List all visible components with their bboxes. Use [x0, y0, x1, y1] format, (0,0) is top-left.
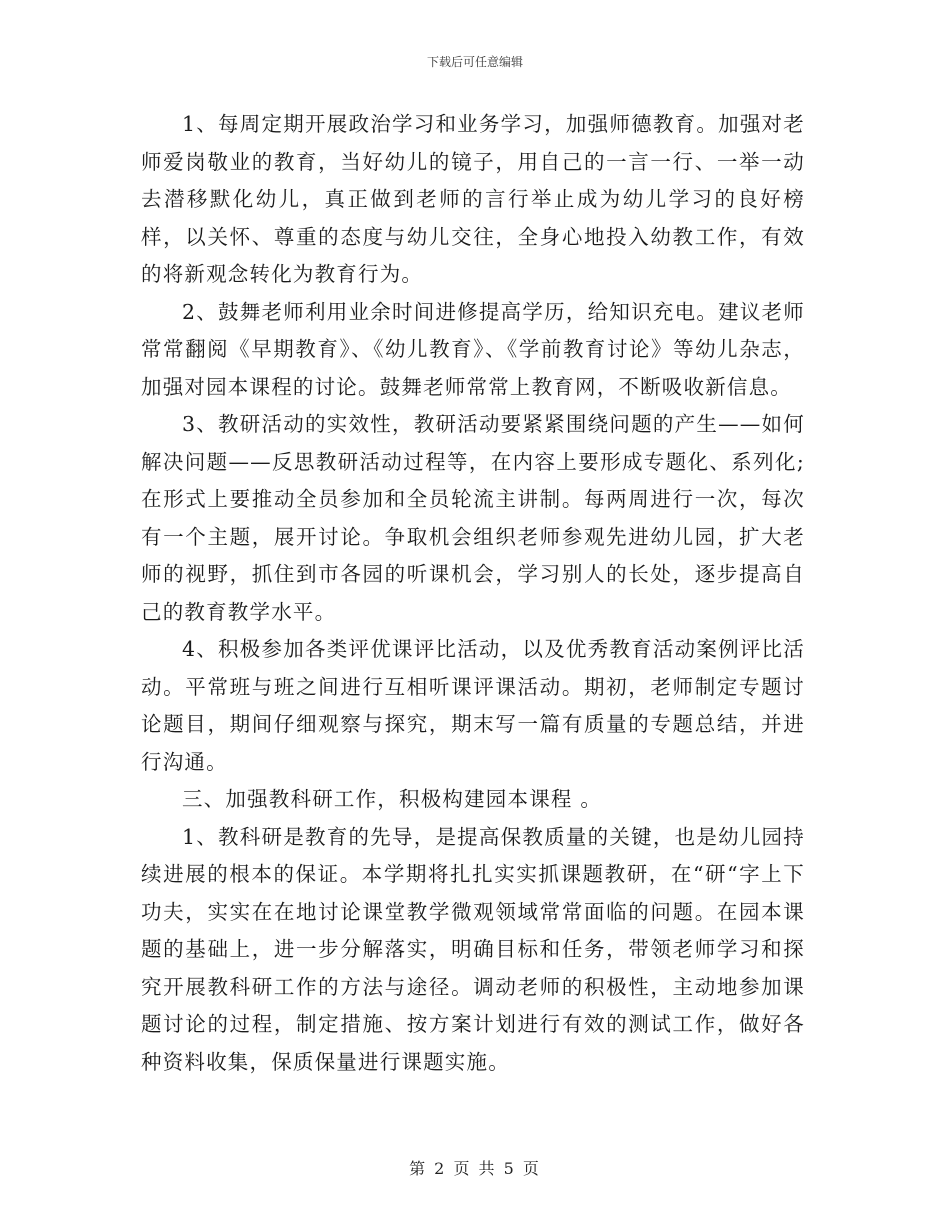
page-number-footer: 第 2 页 共 5 页: [409, 1159, 541, 1178]
page-header: 下载后可任意编辑: [426, 55, 523, 69]
document-body: [141, 106, 805, 1081]
paragraph-item-2: 2、鼓舞老师利用业余时间进修提高学历，给知识充电。建议老师常常翻阅《早期教育》、《幼儿教育》、《学前教育讨论》等幼儿杂志，加强对园本课程的讨论。鼓舞老师常常上教育网，不断吸收新信息。: [141, 299, 805, 399]
section-heading: 三、加强教科研工作，积极构建园本课程 。: [182, 787, 603, 811]
paragraph-item-3: 3、教研活动的实效性，教研活动要紧紧围绕问题的产生——如何解决问题——反思教研活动过程等，在内容上要形成专题化、系列化;在形式上要推动全员参加和全员轮流主讲制。每两周进行一次，每次有一个主题，展开讨论。争取机会组织老师参观先进幼儿园，扩大老师的视野，抓住到市各园的听课机会，学习别人的长处，逐步提高自己的教育教学水平。: [141, 412, 805, 624]
paragraph-item-1: 1、每周定期开展政治学习和业务学习，加强师德教育。加强对老师爱岗敬业的教育，当好幼儿的镜子，用自己的一言一行、一举一动去潜移默化幼儿，真正做到老师的言行举止成为幼儿学习的良好榜样，以关怀、尊重的态度与幼儿交往，全身心地投入幼教工作，有效的将新观念转化为教育行为。: [141, 112, 805, 286]
paragraph-item-5: 1、教科研是教育的先导，是提高保教质量的关键，也是幼儿园持续进展的根本的保证。本学期将扎扎实实抓课题教研，在“研“字上下功夫，实实在在地讨论课堂教学微观领域常常面临的问题。在园本课题的基础上，进一步分解落实，明确目标和任务，带领老师学习和探究开展教科研工作的方法与途径。调动老师的积极性，主动地参加课题讨论的过程，制定措施、按方案计划进行有效的测试工作，做好各种资料收集，保质保量进行课题实施。: [141, 824, 805, 1074]
paragraph-item-4: 4、积极参加各类评优课评比活动，以及优秀教育活动案例评比活动。平常班与班之间进行互相听课评课活动。期初，老师制定专题讨论题目，期间仔细观察与探究，期末写一篇有质量的专题总结，并进行沟通。: [141, 637, 805, 774]
